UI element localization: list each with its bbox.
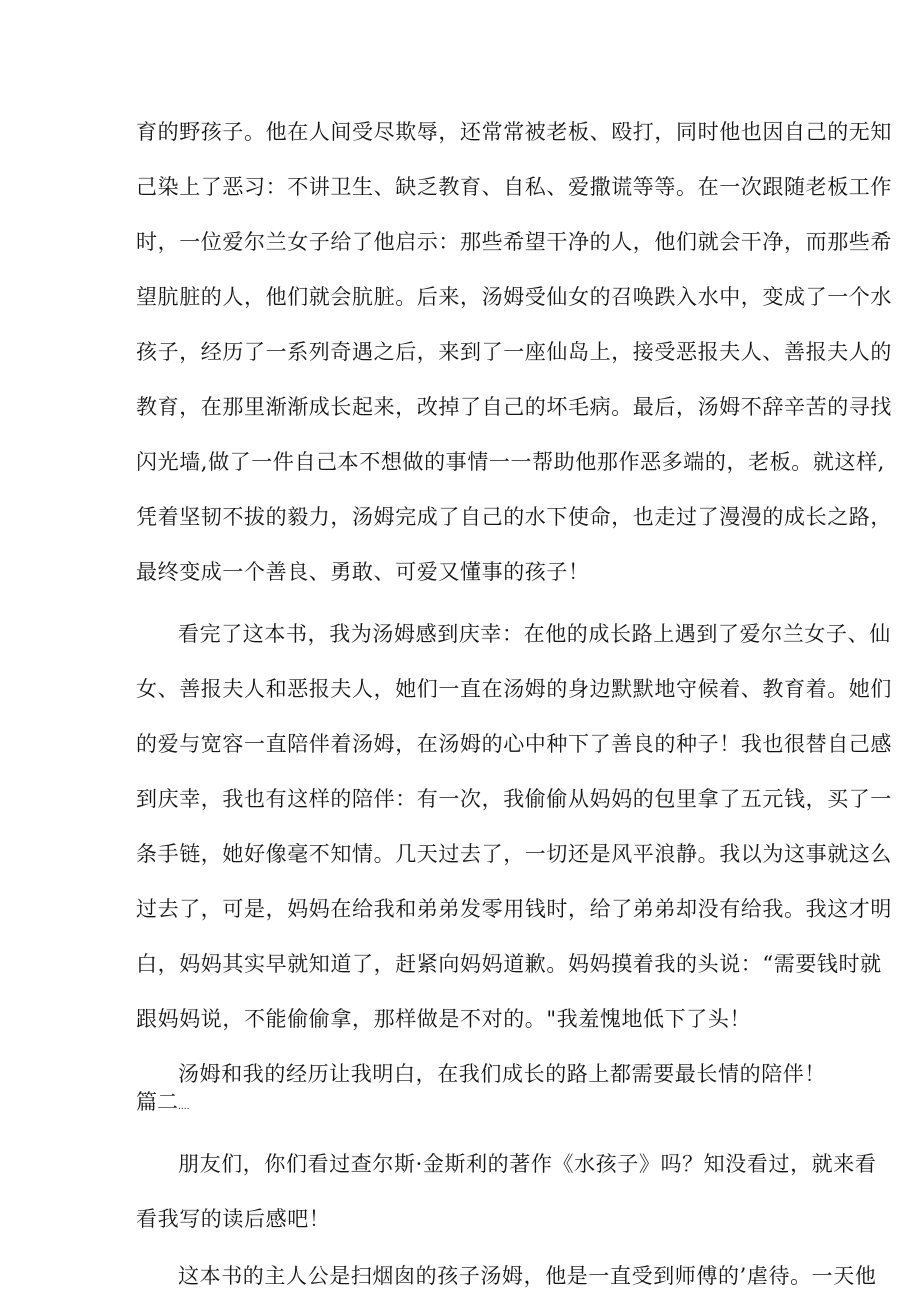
paragraph-line: 孩子，经历了一系列奇遇之后，来到了一座仙岛上，接受恶报夫人、善报夫人的 (136, 340, 892, 364)
paragraph-line: 看完了这本书，我为汤姆感到庆幸：在他的成长路上遇到了爱尔兰女子、仙 (178, 622, 891, 646)
paragraph-line: 女、善报夫人和恶报夫人，她们一直在汤姆的身边默默地守候着、教育着。她们 (136, 677, 892, 701)
paragraph-line: 望肮脏的人，他们就会肮脏。后来，汤姆受仙女的召唤跌入水中，变成了一个水 (136, 285, 892, 309)
paragraph-line: 育的野孩子。他在人间受尽欺辱，还常常被老板、殴打，同时他也因自己的无知 (136, 120, 892, 144)
section-title: 篇二 (136, 1090, 178, 1114)
paragraph-line: 的爱与宽容一直陪伴着汤姆，在汤姆的心中种下了善良的种子！我也很替自己感 (136, 732, 892, 756)
paragraph-line: 这本书的主人公是扫烟囱的孩子汤姆，他是一直受到师傅的’虐待。一天他 (178, 1264, 877, 1288)
section-heading (136, 1088, 189, 1121)
paragraph-line: 跟妈妈说，不能偷偷拿，那样做是不对的。"我羞愧地低下了头！ (136, 1007, 752, 1031)
paragraph-line: 教育，在那里渐渐成长起来，改掉了自己的坏毛病。最后，汤姆不辞辛苦的寻找 (136, 395, 892, 419)
paragraph-line: 闪光墙,做了一件自己本不想做的事情一一帮助他那作恶多端的，老板。就这样, (136, 450, 885, 474)
paragraph-line: 凭着坚韧不拔的毅力，汤姆完成了自己的水下使命，也走过了漫漫的成长之路， (136, 505, 892, 529)
paragraph-line: 最终变成一个善良、勇敢、可爱又懂事的孩子！ (136, 560, 590, 584)
paragraph-line: 到庆幸，我也有这样的陪伴：有一次，我偷偷从妈妈的包里拿了五元钱，买了一 (136, 787, 892, 811)
paragraph-line: 朋友们，你们看过查尔斯·金斯利的著作《水孩子》吗？知没看过，就来看 (178, 1152, 877, 1176)
paragraph-line: 看我写的读后感吧！ (136, 1207, 331, 1231)
paragraph-line: 时，一位爱尔兰女子给了他启示：那些希望干净的人，他们就会干净，而那些希 (136, 230, 892, 254)
paragraph-line: 汤姆和我的经历让我明白，在我们成长的路上都需要最长情的陪伴！ (178, 1062, 826, 1086)
section-mark: .... (178, 1102, 190, 1112)
paragraph-line: 过去了，可是，妈妈在给我和弟弟发零用钱时，给了弟弟却没有给我。我这才明 (136, 897, 892, 921)
paragraph-line: 己染上了恶习：不讲卫生、缺乏教育、自私、爱撒谎等等。在一次跟随老板工作 (136, 175, 892, 199)
paragraph-line: 白，妈妈其实早就知道了，赶紧向妈妈道歉。妈妈摸着我的头说：“需要钱时就 (136, 952, 882, 976)
paragraph-line: 条手链，她好像毫不知情。几天过去了，一切还是风平浪静。我以为这事就这么 (136, 842, 892, 866)
